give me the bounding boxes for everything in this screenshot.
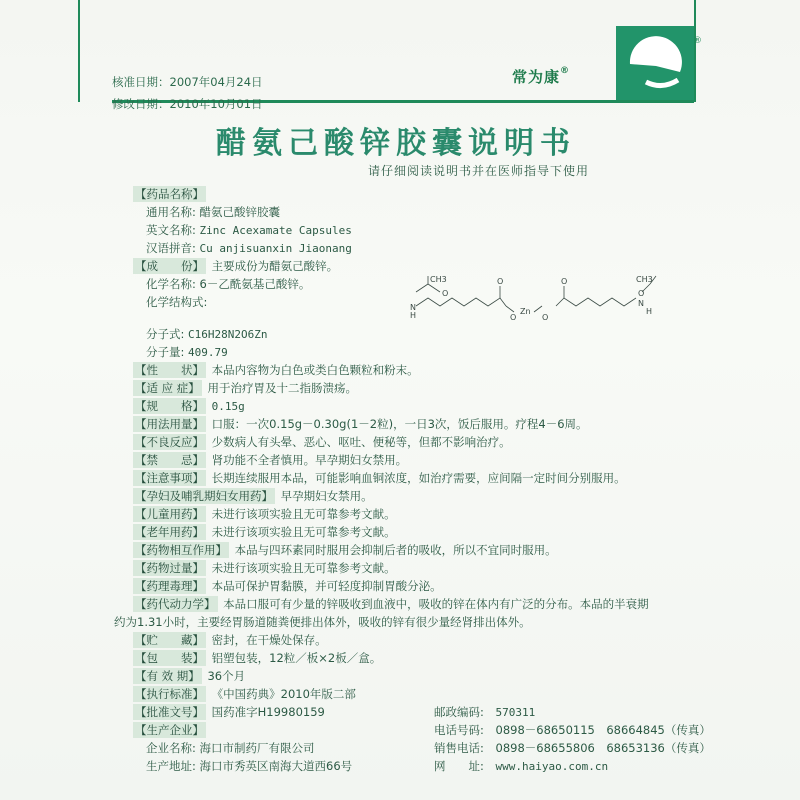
right-frame-line: [694, 0, 696, 102]
formula-label: 分子式:: [146, 327, 185, 341]
pregnancy-label: 【孕妇及哺乳期妇女用药】: [135, 489, 273, 503]
mol-weight-row: [146, 344, 228, 361]
package-row: [133, 650, 381, 666]
formula-row: [146, 326, 268, 343]
validity-value: 36个月: [207, 669, 246, 683]
struct-o-ester-right: O: [542, 313, 549, 322]
chemical-name-value: 6－乙酰氨基己酸锌。: [199, 277, 311, 291]
website-row: [434, 758, 608, 774]
address-row: [146, 758, 352, 774]
chemical-structure-diagram: [406, 272, 666, 328]
standard-label: 【执行标准】: [135, 687, 204, 701]
manufacturer-label: 【生产企业】: [135, 723, 204, 737]
postcode-value: 570311: [495, 706, 536, 719]
phone-label: 电话号码:: [434, 723, 484, 737]
address-value: 海口市秀英区南海大道西66号: [199, 759, 353, 773]
adverse-row: [133, 434, 511, 450]
address-label: 生产地址:: [146, 759, 196, 773]
storage-row: [133, 632, 327, 648]
interactions-row: [133, 542, 557, 558]
english-name-row: [146, 222, 352, 239]
pharmacology-label: 【药理毒理】: [135, 579, 204, 593]
postcode-row: [434, 704, 535, 720]
logo-reg-mark: ®: [693, 36, 702, 46]
struct-ch3-right: CH3: [636, 275, 653, 284]
struct-h-right: H: [646, 307, 653, 316]
adverse-value: 少数病人有头晕、恶心、呕吐、便秘等，但都不影响治疗。: [211, 435, 511, 449]
website-value[interactable]: www.haiyao.com.cn: [495, 760, 609, 773]
struct-ch3-left: CH3: [430, 275, 447, 284]
drug-name-heading: [133, 186, 208, 202]
standard-value: 《中国药典》2010年版二部: [211, 687, 356, 701]
composition-row: [133, 258, 338, 274]
check-date: 核准日期：2007年04月24日: [112, 75, 263, 89]
generic-name-row: [146, 204, 280, 220]
logo-mark-icon: [616, 26, 694, 100]
phone-value: 0898－68650115 68664845（传真）: [495, 723, 711, 737]
pinyin-value: Cu anjisuanxin Jiaonang: [199, 242, 352, 255]
pregnancy-value: 早孕期妇女禁用。: [280, 489, 373, 503]
overdose-row: [133, 560, 396, 576]
adverse-label: 【不良反应】: [135, 435, 204, 449]
overdose-label: 【药物过量】: [135, 561, 204, 575]
brand-reg-mark: ®: [560, 66, 571, 76]
children-label: 【儿童用药】: [135, 507, 204, 521]
precautions-row: [133, 470, 626, 486]
pharmacokinetics-row: [133, 596, 649, 612]
struct-o-carbonyl-left: O: [497, 277, 504, 286]
approval-value: 国药准字H19980159: [211, 705, 325, 719]
pharmacokinetics-row-2: [114, 614, 531, 630]
sales-label: 销售电话:: [434, 741, 484, 755]
struct-n-left: N: [410, 303, 416, 312]
manufacturer-row: [133, 722, 208, 738]
sales-value: 0898－68655806 68653136（传真）: [495, 741, 711, 755]
mol-weight-value: 409.79: [188, 346, 228, 359]
dosage-label: 【用法用量】: [135, 417, 204, 431]
chemical-name-label: 化学名称:: [146, 277, 196, 291]
pharmacology-row: [133, 578, 442, 594]
brand-label: 常为康: [512, 68, 561, 86]
company-name-row: [146, 740, 315, 756]
interactions-value: 本品与四环素同时服用会抑制后者的吸收，所以不宜同时服用。: [234, 543, 557, 557]
composition-label: 【成 份】: [135, 259, 204, 273]
contraindications-value: 肾功能不全者慎用。早孕期妇女禁用。: [211, 453, 408, 467]
description-value: 本品内容物为白色或类白色颗粒和粉末。: [211, 363, 419, 377]
overdose-value: 未进行该项实验且无可靠参考文献。: [211, 561, 396, 575]
package-value: 铝塑包装，12粒／板×2板／盒。: [211, 651, 382, 665]
specification-row: [133, 398, 245, 415]
dosage-row: [133, 416, 588, 432]
drug-name-label: 【药品名称】: [135, 187, 204, 201]
storage-label: 【贮 藏】: [135, 633, 204, 647]
struct-o-carbonyl-right: O: [561, 277, 568, 286]
interactions-label: 【药物相互作用】: [135, 543, 227, 557]
specification-label: 【规 格】: [135, 399, 204, 413]
package-label: 【包 装】: [135, 651, 204, 665]
company-name-value: 海口市制药厂有限公司: [199, 741, 315, 755]
company-name-label: 企业名称:: [146, 741, 196, 755]
pinyin-row: [146, 240, 352, 257]
indications-value: 用于治疗胃及十二指肠溃疡。: [207, 381, 357, 395]
composition-value: 主要成份为醋氨己酸锌。: [211, 259, 339, 273]
storage-value: 密封，在干燥处保存。: [211, 633, 327, 647]
children-row: [133, 506, 396, 522]
precautions-label: 【注意事项】: [135, 471, 204, 485]
children-value: 未进行该项实验且无可靠参考文献。: [211, 507, 396, 521]
struct-o-ester-left: O: [510, 313, 517, 322]
description-row: [133, 362, 419, 378]
generic-name-value: 醋氨己酸锌胶囊: [199, 205, 281, 219]
validity-row: [133, 668, 245, 684]
elderly-row: [133, 524, 396, 540]
structure-row: [146, 294, 207, 310]
approval-label: 【批准文号】: [135, 705, 204, 719]
mol-weight-label: 分子量:: [146, 345, 185, 359]
revise-date: 修改日期：2010年10月01日: [112, 97, 263, 111]
company-logo: [616, 26, 694, 100]
phone-row: [434, 722, 711, 738]
contraindications-label: 【禁 忌】: [135, 453, 204, 467]
pharmacokinetics-value-line2: 约为1.31小时，主要经胃肠道随粪便排出体外，吸收的锌有很少量经肾排出体外。: [114, 615, 531, 629]
struct-zn: Zn: [520, 307, 531, 316]
contraindications-row: [133, 452, 407, 468]
website-label: 网 址:: [434, 759, 484, 773]
left-frame-line: [78, 0, 80, 102]
elderly-value: 未进行该项实验且无可靠参考文献。: [211, 525, 396, 539]
brand-name: [512, 66, 570, 87]
structure-label: 化学结构式:: [146, 295, 208, 309]
chemical-name-row: [146, 276, 310, 292]
struct-n-right: N: [638, 299, 644, 308]
pinyin-label: 汉语拼音:: [146, 241, 196, 255]
approval-row: [133, 704, 325, 720]
pharmacokinetics-label: 【药代动力学】: [135, 597, 216, 611]
validity-label: 【有 效 期】: [135, 669, 200, 683]
struct-o-left: O: [442, 289, 449, 298]
formula-value: C16H28N2O6Zn: [188, 328, 268, 341]
indications-label: 【适 应 症】: [135, 381, 200, 395]
elderly-label: 【老年用药】: [135, 525, 204, 539]
struct-h-left: H: [410, 311, 417, 320]
english-name-value: Zinc Acexamate Capsules: [199, 224, 352, 237]
description-label: 【性 状】: [135, 363, 204, 377]
specification-value: 0.15g: [211, 400, 245, 413]
pregnancy-row: [133, 488, 373, 504]
english-name-label: 英文名称:: [146, 223, 196, 237]
indications-row: [133, 380, 357, 396]
generic-name-label: 通用名称:: [146, 205, 196, 219]
standard-row: [133, 686, 356, 702]
struct-o-right: O: [638, 289, 645, 298]
precautions-value: 长期连续服用本品，可能影响血铜浓度，如治疗需要，应间隔一定时间分别服用。: [211, 471, 626, 485]
pharmacology-value: 本品可保护胃黏膜，并可轻度抑制胃酸分泌。: [211, 579, 442, 593]
pharmacokinetics-value-line1: 本品口服可有少量的锌吸收到血液中，吸收的锌在体内有广泛的分布。本品的半衰期: [223, 597, 649, 611]
dosage-value: 口服：一次0.15g－0.30g(1－2粒)，一日3次，饭后服用。疗程4－6周。: [211, 417, 588, 431]
document-title: 醋氨己酸锌胶囊说明书: [216, 126, 576, 161]
postcode-label: 邮政编码:: [434, 705, 484, 719]
sales-row: [434, 740, 711, 756]
reading-instruction: 请仔细阅读说明书并在医师指导下使用: [368, 164, 590, 178]
